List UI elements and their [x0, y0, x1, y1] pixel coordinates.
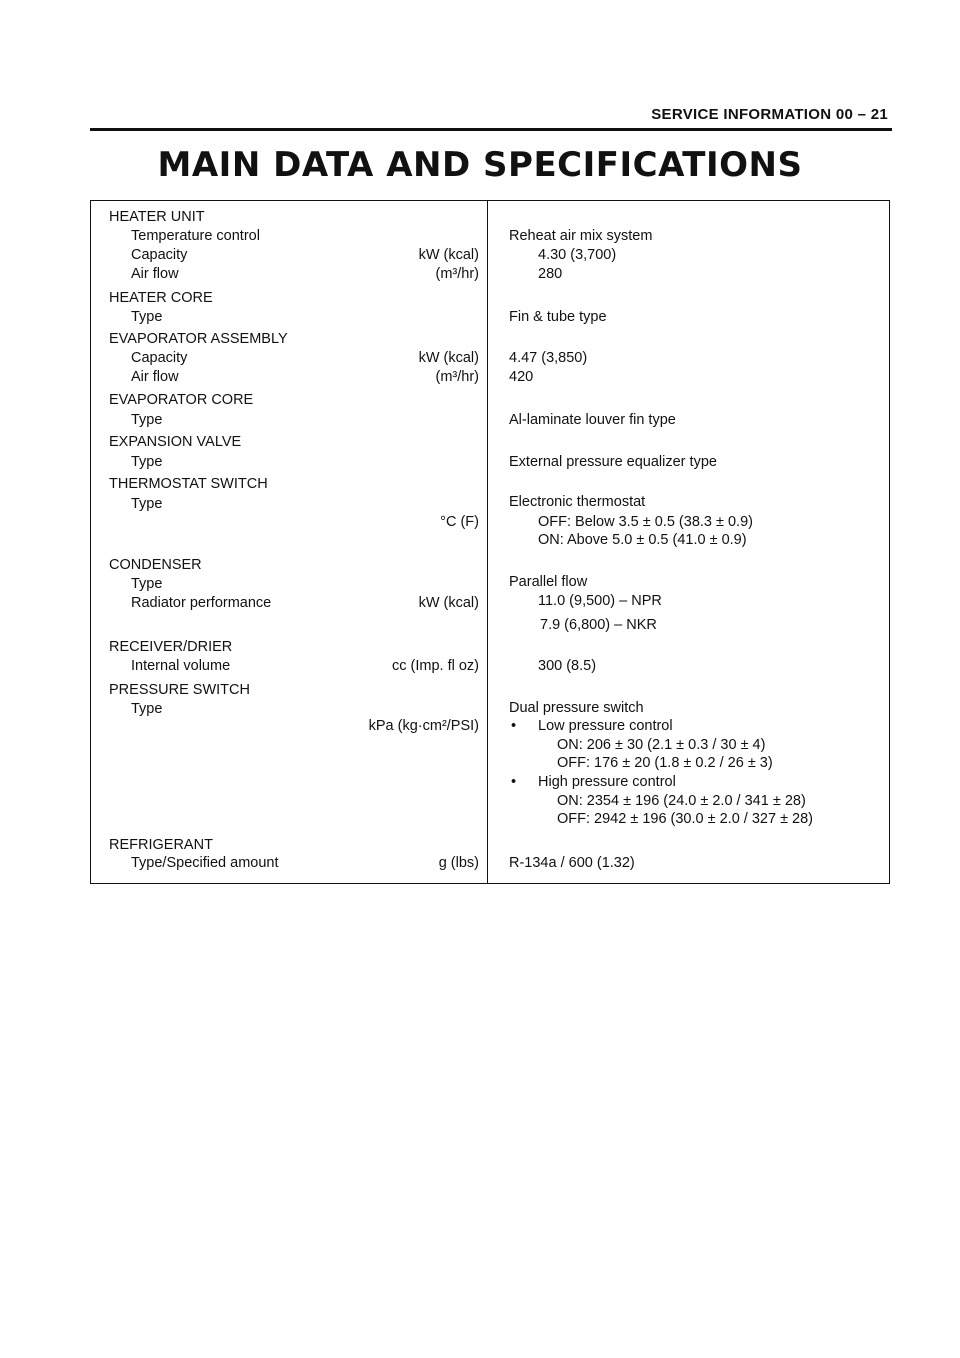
receiver-drier-heading: RECEIVER/DRIER [109, 639, 233, 655]
refrigerant-heading: REFRIGERANT [109, 837, 213, 853]
expansion-valve-type-label: Type [131, 454, 163, 470]
heater-airflow-value: 280 [538, 266, 563, 282]
high-pressure-on: ON: 2354 ± 196 (24.0 ± 2.0 / 341 ± 28) [557, 793, 806, 809]
condenser-radiator-label: Radiator performance [131, 595, 272, 611]
pressure-unit: kPa (kg·cm²/PSI) [368, 718, 479, 734]
evaporator-core-type-value: Al-laminate louver fin type [509, 412, 676, 428]
condenser-heading: CONDENSER [109, 557, 202, 573]
thermostat-unit: °C (F) [440, 514, 479, 530]
header-text: SERVICE INFORMATION 00 – 21 [651, 106, 888, 123]
pressure-switch-heading: PRESSURE SWITCH [109, 682, 250, 698]
low-pressure-off: OFF: 176 ± 20 (1.8 ± 0.2 / 26 ± 3) [557, 755, 773, 771]
evaporator-airflow-value: 420 [509, 369, 534, 385]
evaporator-assembly-heading: EVAPORATOR ASSEMBLY [109, 331, 288, 347]
thermostat-type-label: Type [131, 496, 163, 512]
heater-temp-label: Temperature control [131, 228, 260, 244]
heater-core-type-value: Fin & tube type [509, 309, 607, 325]
high-pressure-bullet: • [511, 774, 517, 790]
evaporator-core-heading: EVAPORATOR CORE [109, 392, 254, 408]
high-pressure-off: OFF: 2942 ± 196 (30.0 ± 2.0 / 327 ± 28) [557, 811, 814, 827]
thermostat-type-value: Electronic thermostat [509, 494, 646, 510]
low-pressure-bullet: • [511, 718, 517, 734]
expansion-valve-type-value: External pressure equalizer type [509, 454, 717, 470]
heater-airflow-label: Air flow [131, 266, 179, 282]
heater-capacity-value: 4.30 (3,700) [538, 247, 617, 263]
evaporator-capacity-unit: kW (kcal) [418, 350, 479, 366]
receiver-volume-value: 300 (8.5) [538, 658, 597, 674]
pressure-type-value: Dual pressure switch [509, 700, 644, 716]
evaporator-airflow-unit: (m³/hr) [435, 369, 479, 385]
receiver-volume-label: Internal volume [131, 658, 231, 674]
condenser-radiator-nkr: 7.9 (6,800) – NKR [540, 617, 657, 633]
evaporator-capacity-value: 4.47 (3,850) [509, 350, 588, 366]
heater-capacity-unit: kW (kcal) [418, 247, 479, 263]
condenser-type-label: Type [131, 576, 163, 592]
heater-airflow-unit: (m³/hr) [435, 266, 479, 282]
heater-capacity-label: Capacity [131, 247, 188, 263]
evaporator-capacity-label: Capacity [131, 350, 188, 366]
thermostat-switch-heading: THERMOSTAT SWITCH [109, 476, 268, 492]
heater-core-heading: HEATER CORE [109, 290, 213, 306]
heater-core-type-label: Type [131, 309, 163, 325]
specifications-table [90, 200, 890, 884]
expansion-valve-heading: EXPANSION VALVE [109, 434, 242, 450]
refrigerant-value: R-134a / 600 (1.32) [509, 855, 635, 871]
refrigerant-unit: g (lbs) [438, 855, 479, 871]
page-header [90, 100, 892, 131]
condenser-type-value: Parallel flow [509, 574, 588, 590]
pressure-type-label: Type [131, 701, 163, 717]
evaporator-airflow-label: Air flow [131, 369, 179, 385]
column-divider [487, 201, 488, 883]
high-pressure-label: High pressure control [538, 774, 676, 790]
heater-unit-heading: HEATER UNIT [109, 209, 205, 225]
thermostat-on-value: ON: Above 5.0 ± 0.5 (41.0 ± 0.9) [538, 532, 747, 548]
page-title: MAIN DATA AND SPECIFICATIONS [157, 145, 803, 185]
thermostat-off-value: OFF: Below 3.5 ± 0.5 (38.3 ± 0.9) [538, 514, 753, 530]
refrigerant-type-label: Type/Specified amount [131, 855, 279, 871]
low-pressure-on: ON: 206 ± 30 (2.1 ± 0.3 / 30 ± 4) [557, 737, 766, 753]
condenser-radiator-npr: 11.0 (9,500) – NPR [538, 593, 662, 609]
evaporator-core-type-label: Type [131, 412, 163, 428]
heater-temp-value: Reheat air mix system [509, 228, 653, 244]
low-pressure-label: Low pressure control [538, 718, 673, 734]
receiver-volume-unit: cc (Imp. fl oz) [391, 658, 479, 674]
condenser-radiator-unit: kW (kcal) [418, 595, 479, 611]
